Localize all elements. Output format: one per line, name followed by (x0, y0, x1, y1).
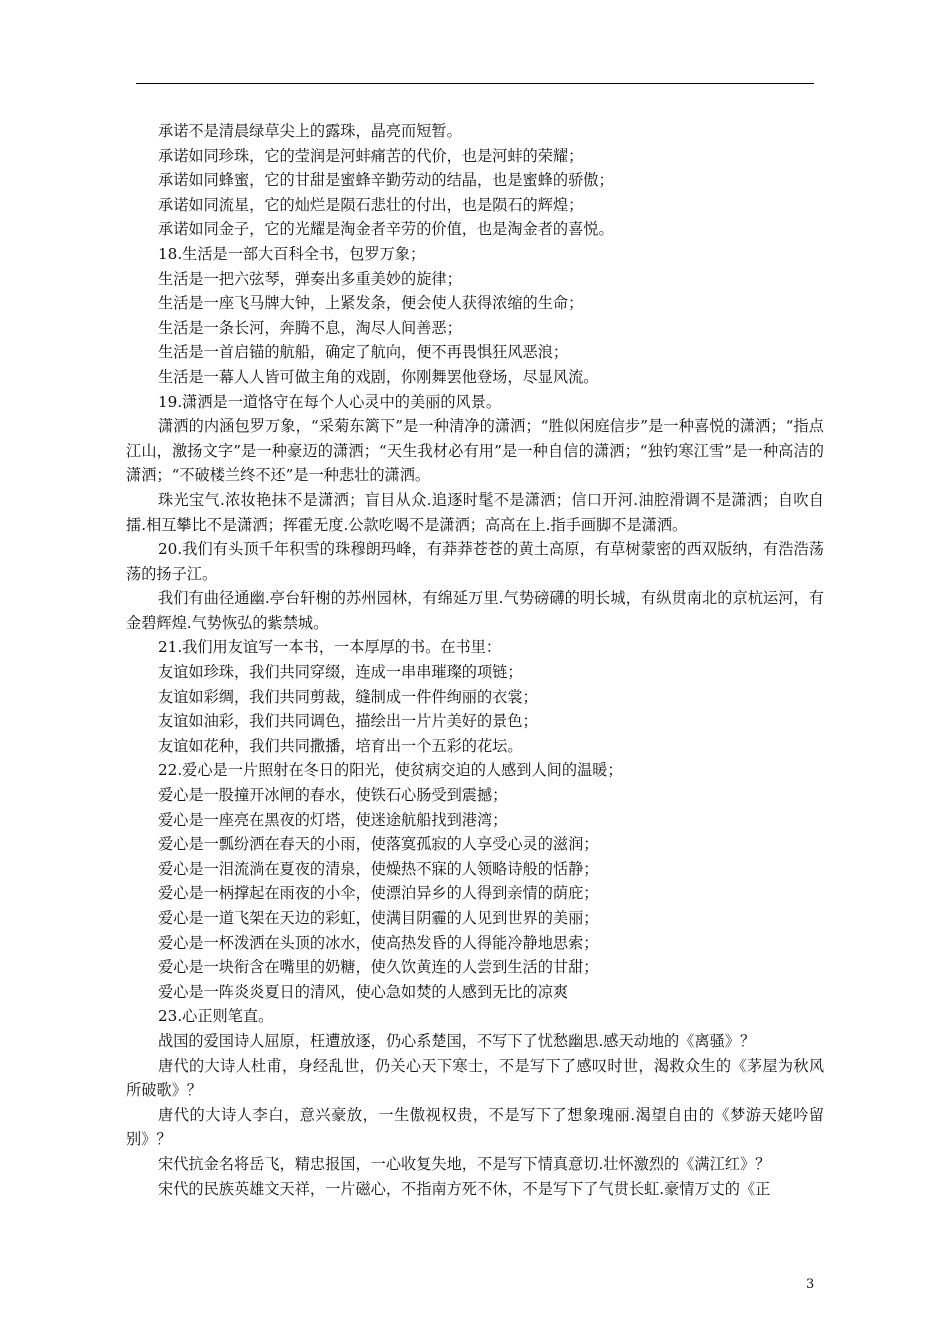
paragraph: 唐代的大诗人李白，意兴豪放，一生傲视权贵，不是写下了想象瑰丽.渴望自由的《梦游天姥吟留别》？ (126, 1105, 824, 1149)
paragraph: 唐代的大诗人杜甫，身经乱世，仍关心天下寒士，不是写下了感叹时世，渴救众生的《茅屋为秋风所破歌》？ (126, 1056, 824, 1100)
paragraph: 我们有曲径通幽.亭台轩榭的苏州园林，有绵延万里.气势磅礴的明长城，有纵贯南北的京杭运河，有金碧辉煌.气势恢弘的紫禁城。 (126, 589, 824, 632)
paragraph: 生活是一把六弦琴，弹奏出多重美妙的旋律； (158, 269, 462, 288)
header-rule (136, 83, 814, 84)
paragraph: 友谊如花种，我们共同撒播，培育出一个五彩的花坛。 (158, 736, 523, 755)
paragraph: 23.心正则笔直。 (158, 1007, 274, 1026)
paragraph: 友谊如油彩，我们共同调色，描绘出一片片美好的景色； (158, 712, 538, 731)
paragraph: 爱心是一股撞开冰闸的春水，使铁石心肠受到震撼； (158, 786, 508, 805)
paragraph: 爱心是一瓢纷洒在春天的小雨，使落寞孤寂的人享受心灵的滋润； (158, 835, 599, 854)
paragraph: 承诺不是清晨绿草尖上的露珠，晶亮而短暂。 (158, 122, 462, 140)
paragraph: 宋代抗金名将岳飞，精忠报国，一心收复失地，不是写下情真意切.壮怀激烈的《满江红》？ (158, 1154, 771, 1173)
paragraph: 珠光宝气.浓妆艳抹不是潇洒；盲目从众.追逐时髦不是潇洒；信口开河.油腔滑调不是潇洒；自吹自擂.相互攀比不是潇洒；挥霍无度.公款吃喝不是潇洒；高高在上.指手画脚不是潇洒。 (126, 490, 824, 534)
paragraph: 22.爱心是一片照射在冬日的阳光，使贫病交迫的人感到人间的温暖； (158, 761, 623, 780)
paragraph: 宋代的民族英雄文天祥，一片磁心，不指南方死不休，不是写下了气贯长虹.豪情万丈的《正 (158, 1179, 771, 1198)
paragraph: 友谊如珍珠，我们共同穿缀，连成一串串璀璨的项链； (158, 663, 523, 682)
paragraph: 爱心是一泪流淌在夏夜的清泉，使燥热不寐的人领略诗般的恬静； (158, 859, 599, 878)
paragraph: 生活是一座飞马牌大钟，上紧发条，便会使人获得浓缩的生命； (158, 294, 584, 313)
paragraph: 承诺如同流星，它的灿烂是陨石悲壮的付出，也是陨石的辉煌； (158, 195, 584, 214)
paragraph: 生活是一首启锚的航船，确定了航向，便不再畏惧狂风恶浪； (158, 343, 569, 362)
paragraph: 19.潇洒是一道恪守在每个人心灵中的美丽的风景。 (158, 392, 502, 411)
paragraph: 战国的爱国诗人屈原，枉遭放逐，仍心系楚国，不写下了忧愁幽思.感天动地的《离骚》？ (158, 1031, 756, 1050)
paragraph: 21.我们用友谊写一本书，一本厚厚的书。在书里： (158, 638, 502, 657)
paragraph: 潇洒的内涵包罗万象，“采菊东篱下”是一种清净的潇洒；“胜似闲庭信步”是一种喜悦的潇洒；“指点江山，激扬文字”是一种豪迈的潇洒；“天生我材必有用”是一种自信的潇洒；“独钓寒江雪”是一种高洁的潇洒；“不破楼兰终不还”是一种悲壮的潇洒。 (126, 417, 824, 485)
paragraph: 承诺如同珍珠，它的莹润是河蚌痛苦的代价，也是河蚌的荣耀； (158, 146, 584, 165)
paragraph: 爱心是一座亮在黑夜的灯塔，使迷途航船找到港湾； (158, 810, 508, 829)
paragraph: 20.我们有头顶千年积雪的珠穆朗玛峰，有莽莽苍苍的黄土高原，有草树蒙密的西双版纳，有浩浩荡荡的扬子江。 (126, 540, 824, 583)
paragraph: 爱心是一杯泼洒在头顶的冰水，使高热发昏的人得能冷静地思索； (158, 933, 599, 952)
paragraph: 18.生活是一部大百科全书，包罗万象； (158, 244, 426, 263)
paragraph: 承诺如同金子，它的光耀是淘金者辛劳的价值，也是淘金者的喜悦。 (158, 220, 614, 239)
paragraph: 承诺如同蜂蜜，它的甘甜是蜜蜂辛勤劳动的结晶，也是蜜蜂的骄傲； (158, 171, 614, 190)
page-number: 3 (806, 1277, 815, 1292)
paragraph: 生活是一幕人人皆可做主角的戏剧，你刚舞罢他登场，尽显风流。 (158, 367, 599, 386)
paragraph: 爱心是一块衔含在嘴里的奶糖，使久饮黄连的人尝到生活的甘甜； (158, 958, 599, 977)
paragraph: 爱心是一柄撑起在雨夜的小伞，使漂泊异乡的人得到亲情的荫庇； (158, 884, 599, 903)
paragraph: 生活是一条长河，奔腾不息，淘尽人间善恶； (158, 318, 462, 337)
paragraph: 爱心是一阵炎炎夏日的清风，使心急如焚的人感到无比的凉爽 (158, 982, 569, 1001)
paragraph: 友谊如彩绸，我们共同剪裁，缝制成一件件绚丽的衣裳； (158, 687, 538, 706)
page-body (126, 119, 824, 1201)
paragraph: 爱心是一道飞架在天边的彩虹，使满目阴霾的人见到世界的美丽； (158, 909, 599, 927)
